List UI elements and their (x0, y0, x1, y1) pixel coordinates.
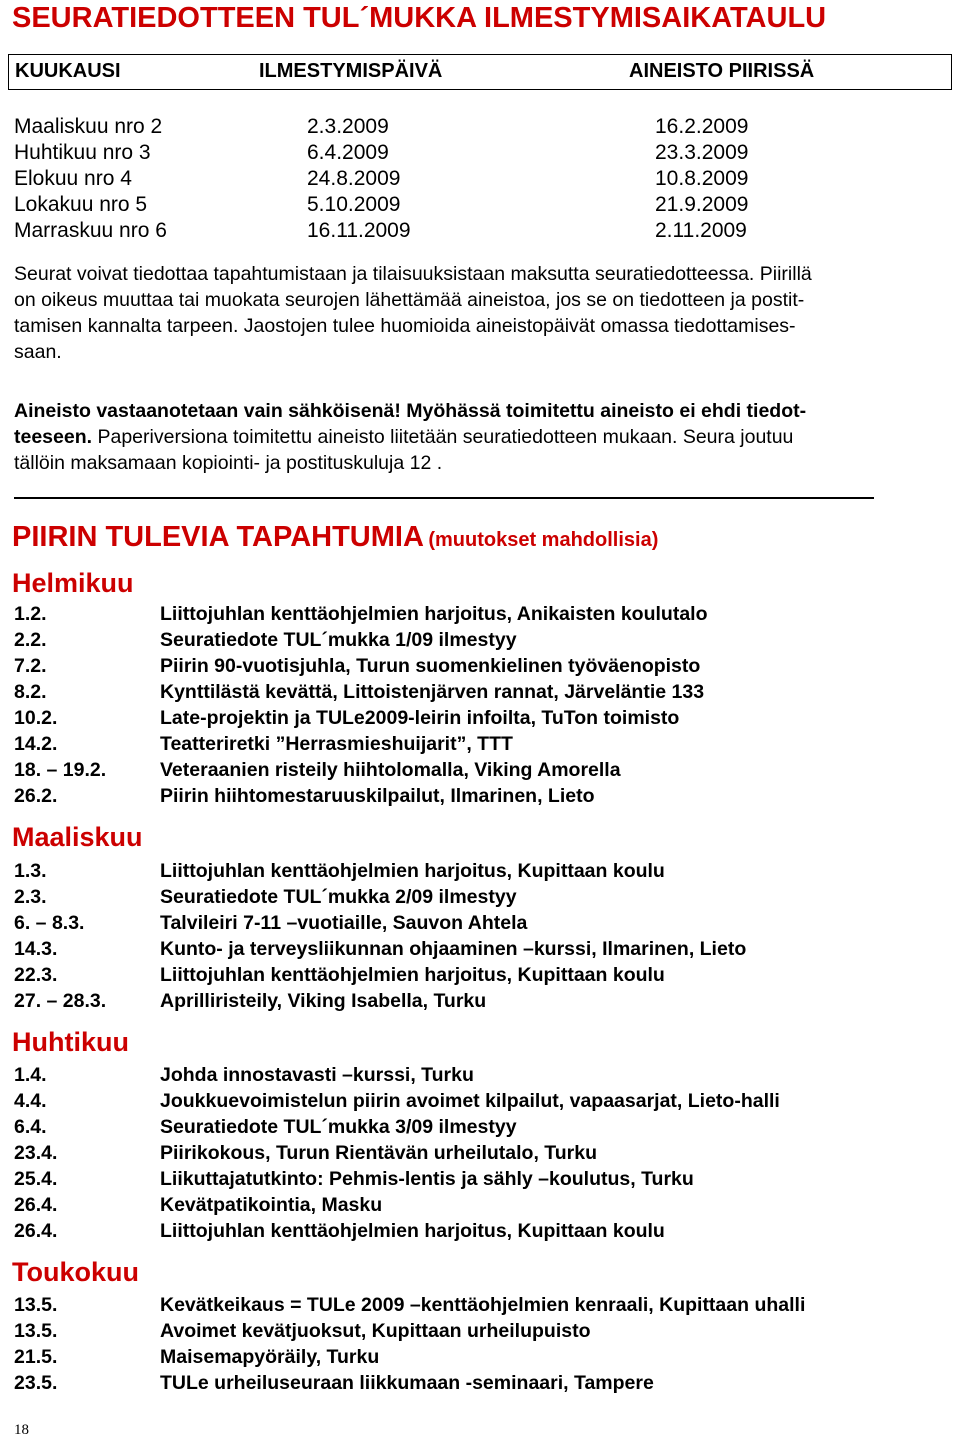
event-date: 1.2. (14, 603, 47, 625)
event-row (0, 1116, 960, 1142)
event-row (0, 1168, 960, 1194)
month-heading: Maaliskuu (12, 822, 143, 852)
notice-text: Paperiversiona toimitettu aineisto liitetään seuratiedotteen mukaan. Seura joutuu (92, 426, 794, 448)
event-date: 6. – 8.3. (14, 912, 85, 934)
schedule-month: Marraskuu nro 6 (14, 219, 167, 242)
event-title: Seuratiedote TUL´mukka 1/09 ilmestyy (160, 629, 517, 651)
schedule-deadline: 2.11.2009 (655, 219, 747, 242)
event-date: 26.2. (14, 785, 58, 807)
event-row (0, 1064, 960, 1090)
events-heading-title: PIIRIN TULEVIA TAPAHTUMIA (12, 521, 424, 553)
info-paragraph (14, 261, 949, 365)
notice-bold-line: Aineisto vastaanotetaan vain sähköisenä! Myöhässä toimitettu aineisto ei ehdi tiedot- (14, 400, 807, 422)
event-row (0, 938, 960, 964)
schedule-row (0, 193, 960, 219)
event-date: 25.4. (14, 1168, 58, 1190)
event-title: Piirin hiihtomestaruuskilpailut, Ilmarinen, Lieto (160, 785, 595, 807)
event-row (0, 1346, 960, 1372)
events-heading-note: (muutokset mahdollisia) (428, 529, 659, 551)
event-title: Seuratiedote TUL´mukka 3/09 ilmestyy (160, 1116, 517, 1138)
schedule-row (0, 115, 960, 141)
schedule-publish-date: 24.8.2009 (307, 167, 401, 190)
schedule-deadline: 23.3.2009 (655, 141, 749, 164)
notice-text-line: tällöin maksamaan kopiointi- ja postituskuluja 12 . (14, 452, 443, 474)
schedule-publish-date: 2.3.2009 (307, 115, 389, 138)
schedule-row (0, 141, 960, 167)
event-date: 7.2. (14, 655, 47, 677)
event-row (0, 912, 960, 938)
month-heading: Toukokuu (12, 1257, 139, 1287)
event-title: Kynttilästä kevättä, Littoistenjärven rannat, Järveläntie 133 (160, 681, 705, 703)
event-date: 23.5. (14, 1372, 58, 1394)
event-row (0, 990, 960, 1016)
event-title: Veteraanien risteily hiihtolomalla, Viking Amorella (160, 759, 621, 781)
event-title: Liittojuhlan kenttäohjelmien harjoitus, Kupittaan koulu (160, 860, 665, 882)
schedule-publish-date: 5.10.2009 (307, 193, 401, 216)
info-line: on oikeus muuttaa tai muokata seurojen lähettämää aineistoa, jos se on tiedotteen ja postit- (14, 289, 805, 311)
event-title: TULe urheiluseuraan liikkumaan -seminaari, Tampere (160, 1372, 654, 1394)
event-date: 4.4. (14, 1090, 47, 1112)
event-title: Teatteriretki ”Herrasmieshuijarit”, TTT (160, 733, 513, 755)
info-line: Seurat voivat tiedottaa tapahtumistaan ja tilaisuuksistaan maksutta seuratiedotteessa. Piirillä (14, 263, 812, 285)
event-title: Liittojuhlan kenttäohjelmien harjoitus, Kupittaan koulu (160, 964, 665, 986)
page-number: 18 (14, 1422, 29, 1438)
event-date: 27. – 28.3. (14, 990, 107, 1012)
event-date: 14.3. (14, 938, 58, 960)
event-title: Kevätkeikaus = TULe 2009 –kenttäohjelmien kenraali, Kupittaan uhalli (160, 1294, 806, 1316)
event-date: 18. – 19.2. (14, 759, 107, 781)
event-row (0, 1294, 960, 1320)
event-title: Seuratiedote TUL´mukka 2/09 ilmestyy (160, 886, 517, 908)
notice-bold-end: teeseen. (14, 426, 93, 448)
event-date: 10.2. (14, 707, 58, 729)
schedule-deadline: 21.9.2009 (655, 193, 749, 216)
header-material-deadline: AINEISTO PIIRISSÄ (629, 60, 815, 82)
header-publish-date: ILMESTYMISPÄIVÄ (259, 60, 443, 82)
event-title: Maisemapyöräily, Turku (160, 1346, 380, 1368)
schedule-month: Huhtikuu nro 3 (14, 141, 151, 164)
divider (14, 497, 874, 499)
info-line: saan. (14, 341, 62, 363)
page-title: SEURATIEDOTTEEN TUL´MUKKA ILMESTYMISAIKATAULU (12, 2, 827, 34)
event-row (0, 629, 960, 655)
event-title: Joukkuevoimistelun piirin avoimet kilpailut, vapaasarjat, Lieto-halli (160, 1090, 780, 1112)
event-title: Late-projektin ja TULe2009-leirin infoilta, TuTon toimisto (160, 707, 680, 729)
event-row (0, 1372, 960, 1398)
schedule-row (0, 167, 960, 193)
event-row (0, 759, 960, 785)
event-title: Johda innostavasti –kurssi, Turku (160, 1064, 474, 1086)
event-date: 2.2. (14, 629, 47, 651)
event-row (0, 1220, 960, 1246)
event-row (0, 860, 960, 886)
event-date: 26.4. (14, 1220, 58, 1242)
schedule-month: Lokakuu nro 5 (14, 193, 148, 216)
event-date: 13.5. (14, 1294, 58, 1316)
event-title: Kevätpatikointia, Masku (160, 1194, 383, 1216)
event-date: 1.4. (14, 1064, 47, 1086)
event-row (0, 681, 960, 707)
event-row (0, 1320, 960, 1346)
event-date: 26.4. (14, 1194, 58, 1216)
event-row (0, 785, 960, 811)
event-date: 6.4. (14, 1116, 47, 1138)
event-date: 14.2. (14, 733, 58, 755)
event-title: Avoimet kevätjuoksut, Kupittaan urheilupuisto (160, 1320, 591, 1342)
event-row (0, 1194, 960, 1220)
event-date: 13.5. (14, 1320, 58, 1342)
event-title: Liittojuhlan kenttäohjelmien harjoitus, Anikaisten koulutalo (160, 603, 708, 625)
notice-paragraph (14, 398, 949, 476)
schedule-table-header (8, 54, 952, 90)
event-row (0, 964, 960, 990)
month-heading: Helmikuu (12, 568, 134, 598)
event-date: 1.3. (14, 860, 47, 882)
month-heading: Huhtikuu (12, 1027, 129, 1057)
event-row (0, 707, 960, 733)
schedule-row (0, 219, 960, 245)
event-date: 21.5. (14, 1346, 58, 1368)
schedule-month: Elokuu nro 4 (14, 167, 132, 190)
event-title: Liikuttajatutkinto: Pehmis-lentis ja sähly –koulutus, Turku (160, 1168, 694, 1190)
event-title: Piirikokous, Turun Rientävän urheilutalo, Turku (160, 1142, 597, 1164)
event-title: Talvileiri 7-11 –vuotiaille, Sauvon Ahtela (160, 912, 528, 934)
schedule-deadline: 10.8.2009 (655, 167, 749, 190)
event-date: 2.3. (14, 886, 47, 908)
event-row (0, 1090, 960, 1116)
event-row (0, 886, 960, 912)
header-month: KUUKAUSI (15, 60, 121, 82)
schedule-month: Maaliskuu nro 2 (14, 115, 163, 138)
schedule-publish-date: 6.4.2009 (307, 141, 389, 164)
event-row (0, 1142, 960, 1168)
event-date: 23.4. (14, 1142, 58, 1164)
schedule-deadline: 16.2.2009 (655, 115, 749, 138)
event-date: 22.3. (14, 964, 58, 986)
event-row (0, 655, 960, 681)
event-row (0, 603, 960, 629)
event-title: Piirin 90-vuotisjuhla, Turun suomenkielinen työväenopisto (160, 655, 701, 677)
event-date: 8.2. (14, 681, 47, 703)
info-line: tamisen kannalta tarpeen. Jaostojen tulee huomioida aineistopäivät omassa tiedottamises- (14, 315, 796, 337)
events-heading (12, 521, 658, 554)
event-title: Aprilliristeily, Viking Isabella, Turku (160, 990, 487, 1012)
schedule-publish-date: 16.11.2009 (307, 219, 411, 242)
event-row (0, 733, 960, 759)
event-title: Liittojuhlan kenttäohjelmien harjoitus, Kupittaan koulu (160, 1220, 665, 1242)
event-title: Kunto- ja terveysliikunnan ohjaaminen –kurssi, Ilmarinen, Lieto (160, 938, 747, 960)
